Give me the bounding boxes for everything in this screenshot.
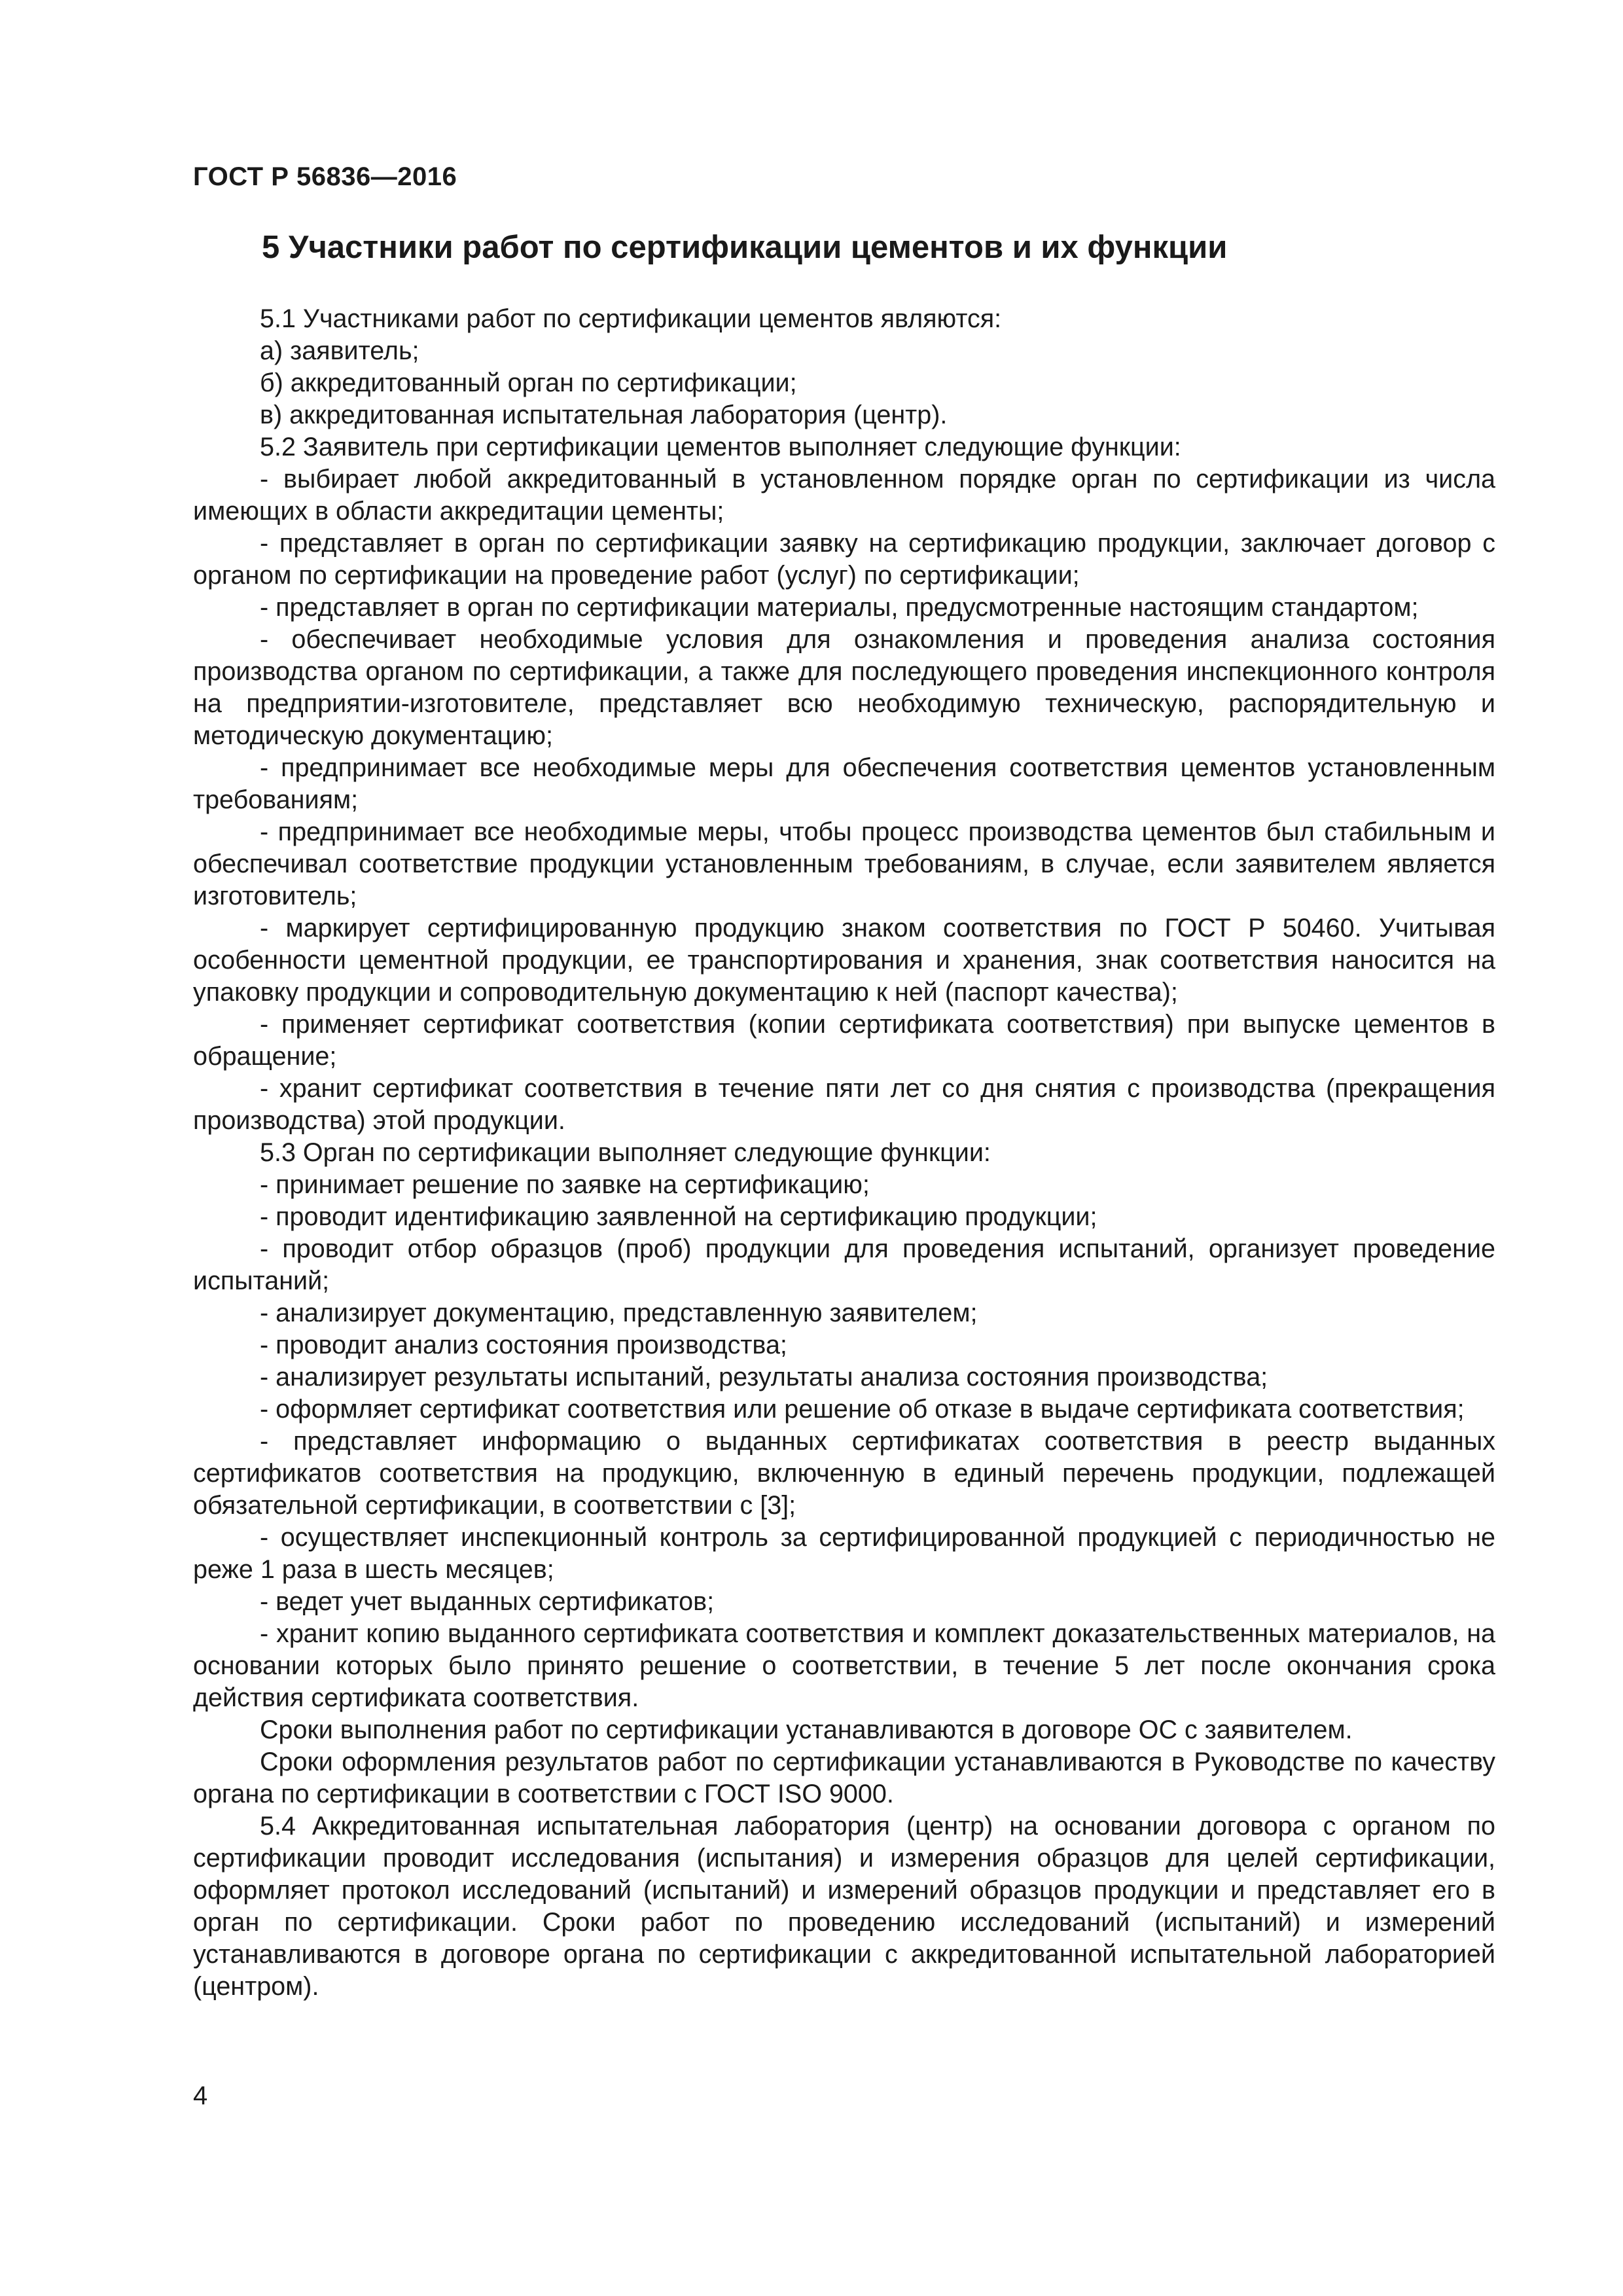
paragraph: - предпринимает все необходимые меры для обеспечения соответствия цементов установленным требованиям; <box>193 753 1495 814</box>
paragraph: - оформляет сертификат соответствия или решение об отказе в выдаче сертификата соответствия; <box>260 1395 1465 1424</box>
paragraph: - принимает решение по заявке на сертификацию; <box>260 1170 870 1199</box>
paragraph: - ведет учет выданных сертификатов; <box>260 1587 715 1616</box>
section-title: 5 Участники работ по сертификации цементов и их функции <box>262 230 1228 265</box>
page-number: 4 <box>193 2081 208 2110</box>
paragraph: - предпринимает все необходимые меры, чтобы процесс производства цементов был стабильным и обеспечивал соответствие продукции установленным требованиям, в случае, если заявителем является изготовитель; <box>193 817 1495 910</box>
paragraph: а) заявитель; <box>260 336 419 365</box>
document-header: ГОСТ Р 56836—2016 <box>193 162 457 191</box>
paragraph: - осуществляет инспекционный контроль за сертифицированной продукцией с периодичностью не реже 1 раза в шесть месяцев; <box>193 1523 1495 1584</box>
paragraph: 5.1 Участниками работ по сертификации цементов являются: <box>260 304 1002 333</box>
paragraph: 5.3 Орган по сертификации выполняет следующие функции: <box>260 1138 991 1167</box>
paragraph: - проводит анализ состояния производства; <box>260 1331 787 1359</box>
paragraph: - анализирует документацию, представленную заявителем; <box>260 1299 978 1327</box>
document-body <box>193 303 1495 2003</box>
paragraph: - обеспечивает необходимые условия для ознакомления и проведения анализа состояния производства органом по сертификации, а также для последующего проведения инспекционного контроля на предприятии-изготовителе, представляет всю необходимую техническую, распорядительную и методическую документацию; <box>193 625 1495 750</box>
paragraph: - проводит отбор образцов (проб) продукции для проведения испытаний, организует проведение испытаний; <box>193 1234 1495 1295</box>
paragraph: в) аккредитованная испытательная лаборатория (центр). <box>260 401 948 429</box>
paragraph: - хранит сертификат соответствия в течение пяти лет со дня снятия с производства (прекращения производства) этой продукции. <box>193 1074 1495 1135</box>
paragraph: Сроки оформления результатов работ по сертификации устанавливаются в Руководстве по качеству органа по сертификации в соответствии с ГОСТ ISO 9000. <box>193 1748 1495 1808</box>
paragraph: - выбирает любой аккредитованный в установленном порядке орган по сертификации из числа имеющих в области аккредитации цементы; <box>193 465 1495 526</box>
paragraph: - анализирует результаты испытаний, результаты анализа состояния производства; <box>260 1363 1268 1391</box>
paragraph: - представляет информацию о выданных сертификатах соответствия в реестр выданных сертификатов соответствия на продукцию, включенную в единый перечень продукции, подлежащей обязательной сертификации, в соответствии с [3]; <box>193 1427 1495 1520</box>
paragraph: - проводит идентификацию заявленной на сертификацию продукции; <box>260 1202 1097 1231</box>
paragraph: - представляет в орган по сертификации заявку на сертификацию продукции, заключает договор с органом по сертификации на проведение работ (услуг) по сертификации; <box>193 529 1495 590</box>
paragraph: - хранит копию выданного сертификата соответствия и комплект доказательственных материалов, на основании которых было принято решение о соответствии, в течение 5 лет после окончания срока действия сертификата соответствия. <box>193 1619 1495 1712</box>
paragraph: б) аккредитованный орган по сертификации; <box>260 368 797 397</box>
paragraph: 5.4 Аккредитованная испытательная лаборатория (центр) на основании договора с органом по сертификации проводит исследования (испытания) и измерения образцов для целей сертификации, оформляет протокол исследований (испытаний) и измерений образцов продукции и представляет его в орган по сертификации. Сроки работ по проведению исследований (испытаний) и измерений устанавливаются в договоре органа по сертификации с аккредитованной испытательной лабораторией (центром). <box>193 1812 1495 2001</box>
paragraph: Сроки выполнения работ по сертификации устанавливаются в договоре ОС с заявителем. <box>260 1715 1353 1744</box>
paragraph: - представляет в орган по сертификации материалы, предусмотренные настоящим стандартом; <box>260 593 1419 622</box>
paragraph: - применяет сертификат соответствия (копии сертификата соответствия) при выпуске цементов в обращение; <box>193 1010 1495 1071</box>
paragraph: - маркирует сертифицированную продукцию знаком соответствия по ГОСТ Р 50460. Учитывая особенности цементной продукции, ее транспортирования и хранения, знак соответствия наносится на упаковку продукции и сопроводительную документацию к ней (паспорт качества); <box>193 914 1495 1007</box>
paragraph: 5.2 Заявитель при сертификации цементов выполняет следующие функции: <box>260 433 1181 461</box>
